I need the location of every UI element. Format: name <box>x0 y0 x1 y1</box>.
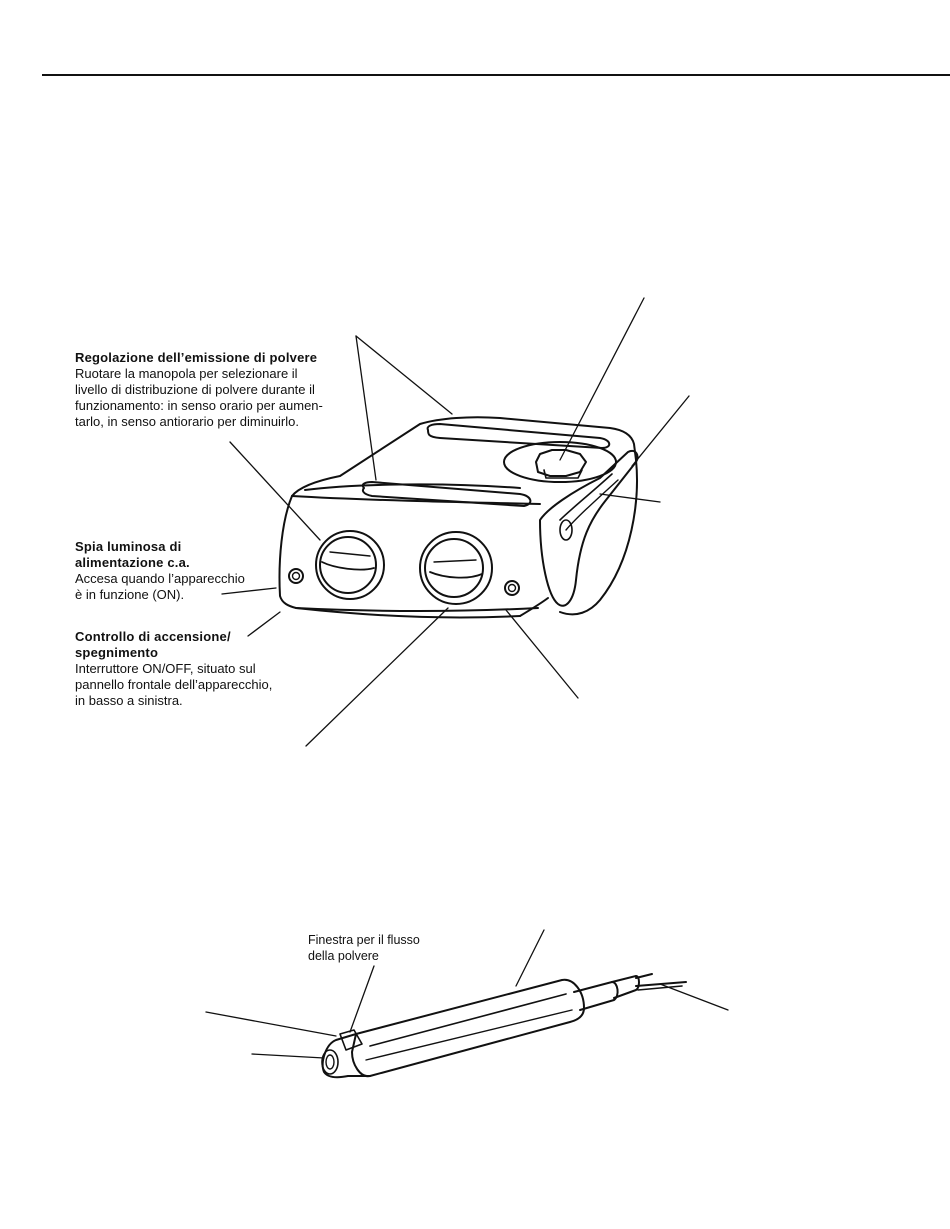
secondary-lamp <box>505 581 519 595</box>
callout-line: Finestra per il flusso <box>308 933 420 947</box>
leader-lines-unit <box>222 298 689 746</box>
unit-top-dial <box>536 450 586 476</box>
handpiece-body <box>352 980 584 1076</box>
callout-line: della polvere <box>308 949 379 963</box>
unit-front-face <box>280 496 521 617</box>
callout-line: è in funzione (ON). <box>75 587 185 602</box>
callout-line: Interruttore ON/OFF, situato sul <box>75 661 256 676</box>
unit-front-bottom-edge <box>296 608 538 611</box>
callout-title: Spia luminosa di <box>75 539 182 554</box>
callout-title: alimentazione c.a. <box>75 555 190 570</box>
unit-handpiece-holder <box>540 451 638 606</box>
callout-line: tarlo, in senso antiorario per diminuirlo. <box>75 414 299 429</box>
callout-line: in basso a sinistra. <box>75 693 183 708</box>
callout-title: Controllo di accensione/ <box>75 629 231 644</box>
callout-title: Regolazione dell’emissione di polvere <box>75 350 318 365</box>
unit-right-bottom <box>520 598 548 616</box>
unit-right-side <box>560 460 637 614</box>
handpiece-collar <box>574 982 618 1010</box>
power-lamp <box>289 569 303 583</box>
second-knob <box>425 539 483 597</box>
handpiece-illustration <box>322 974 686 1077</box>
unit-front-top-edge <box>292 496 540 504</box>
callout-line: Ruotare la manopola per selezionare il <box>75 366 298 381</box>
second-knob-rim <box>420 532 492 604</box>
callout-line: livello di distribuzione di polvere durante il <box>75 382 315 397</box>
main-unit-illustration <box>280 417 638 617</box>
callout-line: Accesa quando l’apparecchio <box>75 571 245 586</box>
powder-knob-rim <box>316 531 384 599</box>
callout-line: pannello frontale dell’apparecchio, <box>75 677 273 692</box>
callout-title: spegnimento <box>75 645 159 660</box>
leader-lines-handpiece <box>206 930 728 1058</box>
callout-line: funzionamento: in senso orario per aumen- <box>75 398 323 413</box>
